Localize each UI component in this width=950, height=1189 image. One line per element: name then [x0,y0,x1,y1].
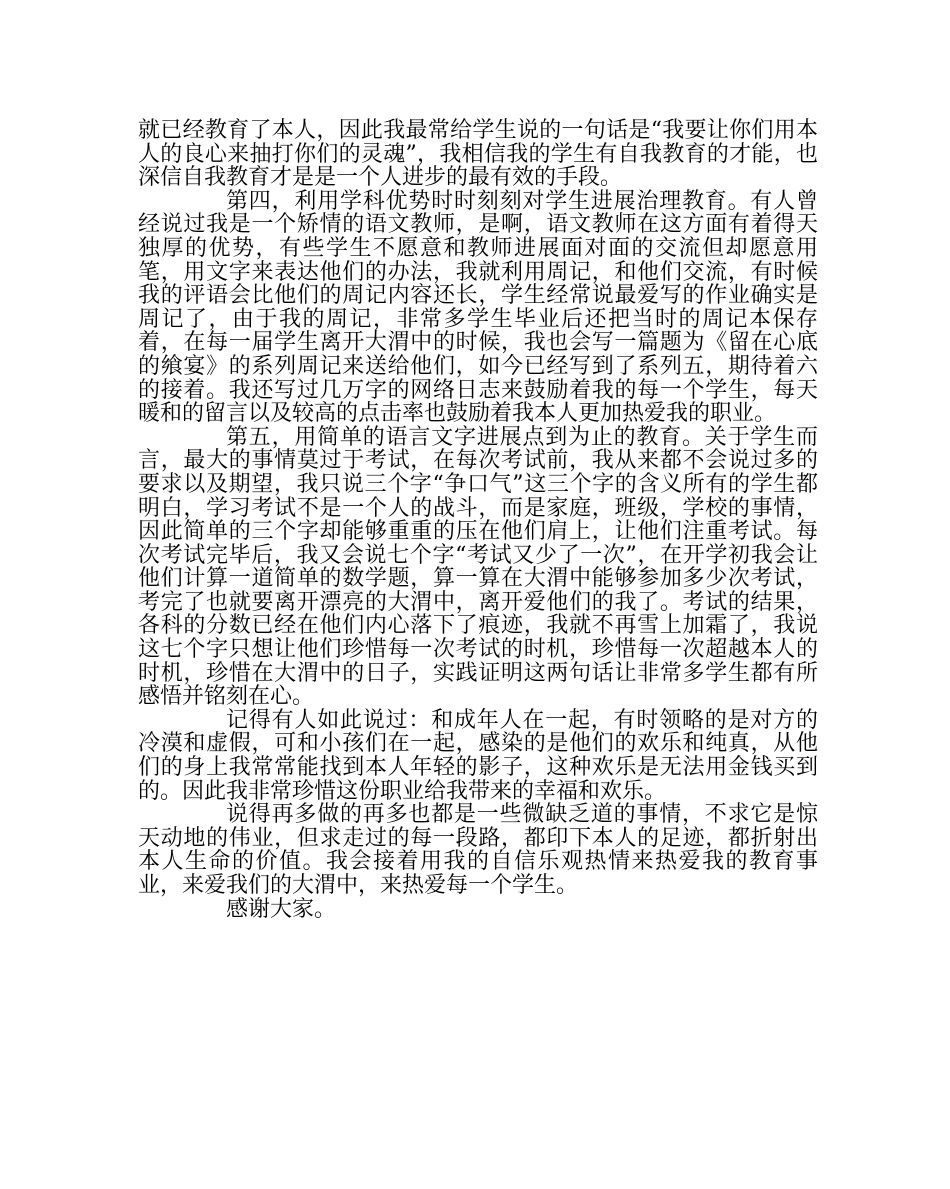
paragraph-4: 记得有人如此说过：和成年人在一起，有时领略的是对方的冷漠和虚假，可和小孩们在一起，感染的是他们的欢乐和纯真，从他们的身上我常常能找到本人年轻的影子，这种欢乐是无法用金钱买到的。因此我非常珍惜这份职业给我带来的幸福和欢乐。 [138,707,818,804]
paragraph-6: 感谢大家。 [226,896,337,922]
paragraph-2: 第四，利用学科优势时时刻刻对学生进展治理教育。有人曾经说过我是一个矫情的语文教师，是啊，语文教师在这方面有着得天独厚的优势，有些学生不愿意和教师进展面对面的交流但却愿意用笔，用文字来表达他们的办法，我就利用周记，和他们交流，有时候我的评语会比他们的周记内容还长，学生经常说最爱写的作业确实是周记了，由于我的周记，非常多学生毕业后还把当时的周记本保存着，在每一届学生离开大渭中的时候，我也会写一篇题为《留在心底的飨宴》的系列周记来送给他们，如今已经写到了系列五，期待着六的接着。我还写过几万字的网络日志来鼓励着我的每一个学生，每天暖和的留言以及较高的点击率也鼓励着我本人更加热爱我的职业。 [138,188,818,427]
paragraph-5: 说得再多做的再多也都是一些微缺乏道的事情，不求它是惊天动地的伟业，但求走过的每一段路，都印下本人的足迹，都折射出本人生命的价值。我会接着用我的自信乐观热情来热爱我的教育事业，来爱我们的大渭中，来热爱每一个学生。 [138,802,818,898]
paragraph-3: 第五，用简单的语言文字进展点到为止的教育。关于学生而言，最大的事情莫过于考试，在每次考试前，我从来都不会说过多的要求以及期望，我只说三个字“争口气”这三个字的含义所有的学生都明白，学习考试不是一个人的战斗，而是家庭，班级，学校的事情，因此简单的三个字却能够重重的压在他们肩上，让他们注重考试。每次考试完毕后，我又会说七个字“考试又少了一次”，在开学初我会让他们计算一道简单的数学题，算一算在大渭中能够参加多少次考试，考完了也就要离开漂亮的大渭中，离开爱他们的我了。考试的结果，各科的分数已经在他们内心落下了痕迹，我就不再雪上加霜了，我说这七个字只想让他们珍惜每一次考试的时机，珍惜每一次超越本人的时机，珍惜在大渭中的日子，实践证明这两句话让非常多学生都有所感悟并铭刻在心。 [138,424,818,710]
paragraph-1: 就已经教育了本人，因此我最常给学生说的一句话是“我要让你们用本人的良心来抽打你们的灵魂”，我相信我的学生有自我教育的才能，也深信自我教育才是是一个人进步的最有效的手段。 [138,118,818,191]
document-body [138,119,818,921]
